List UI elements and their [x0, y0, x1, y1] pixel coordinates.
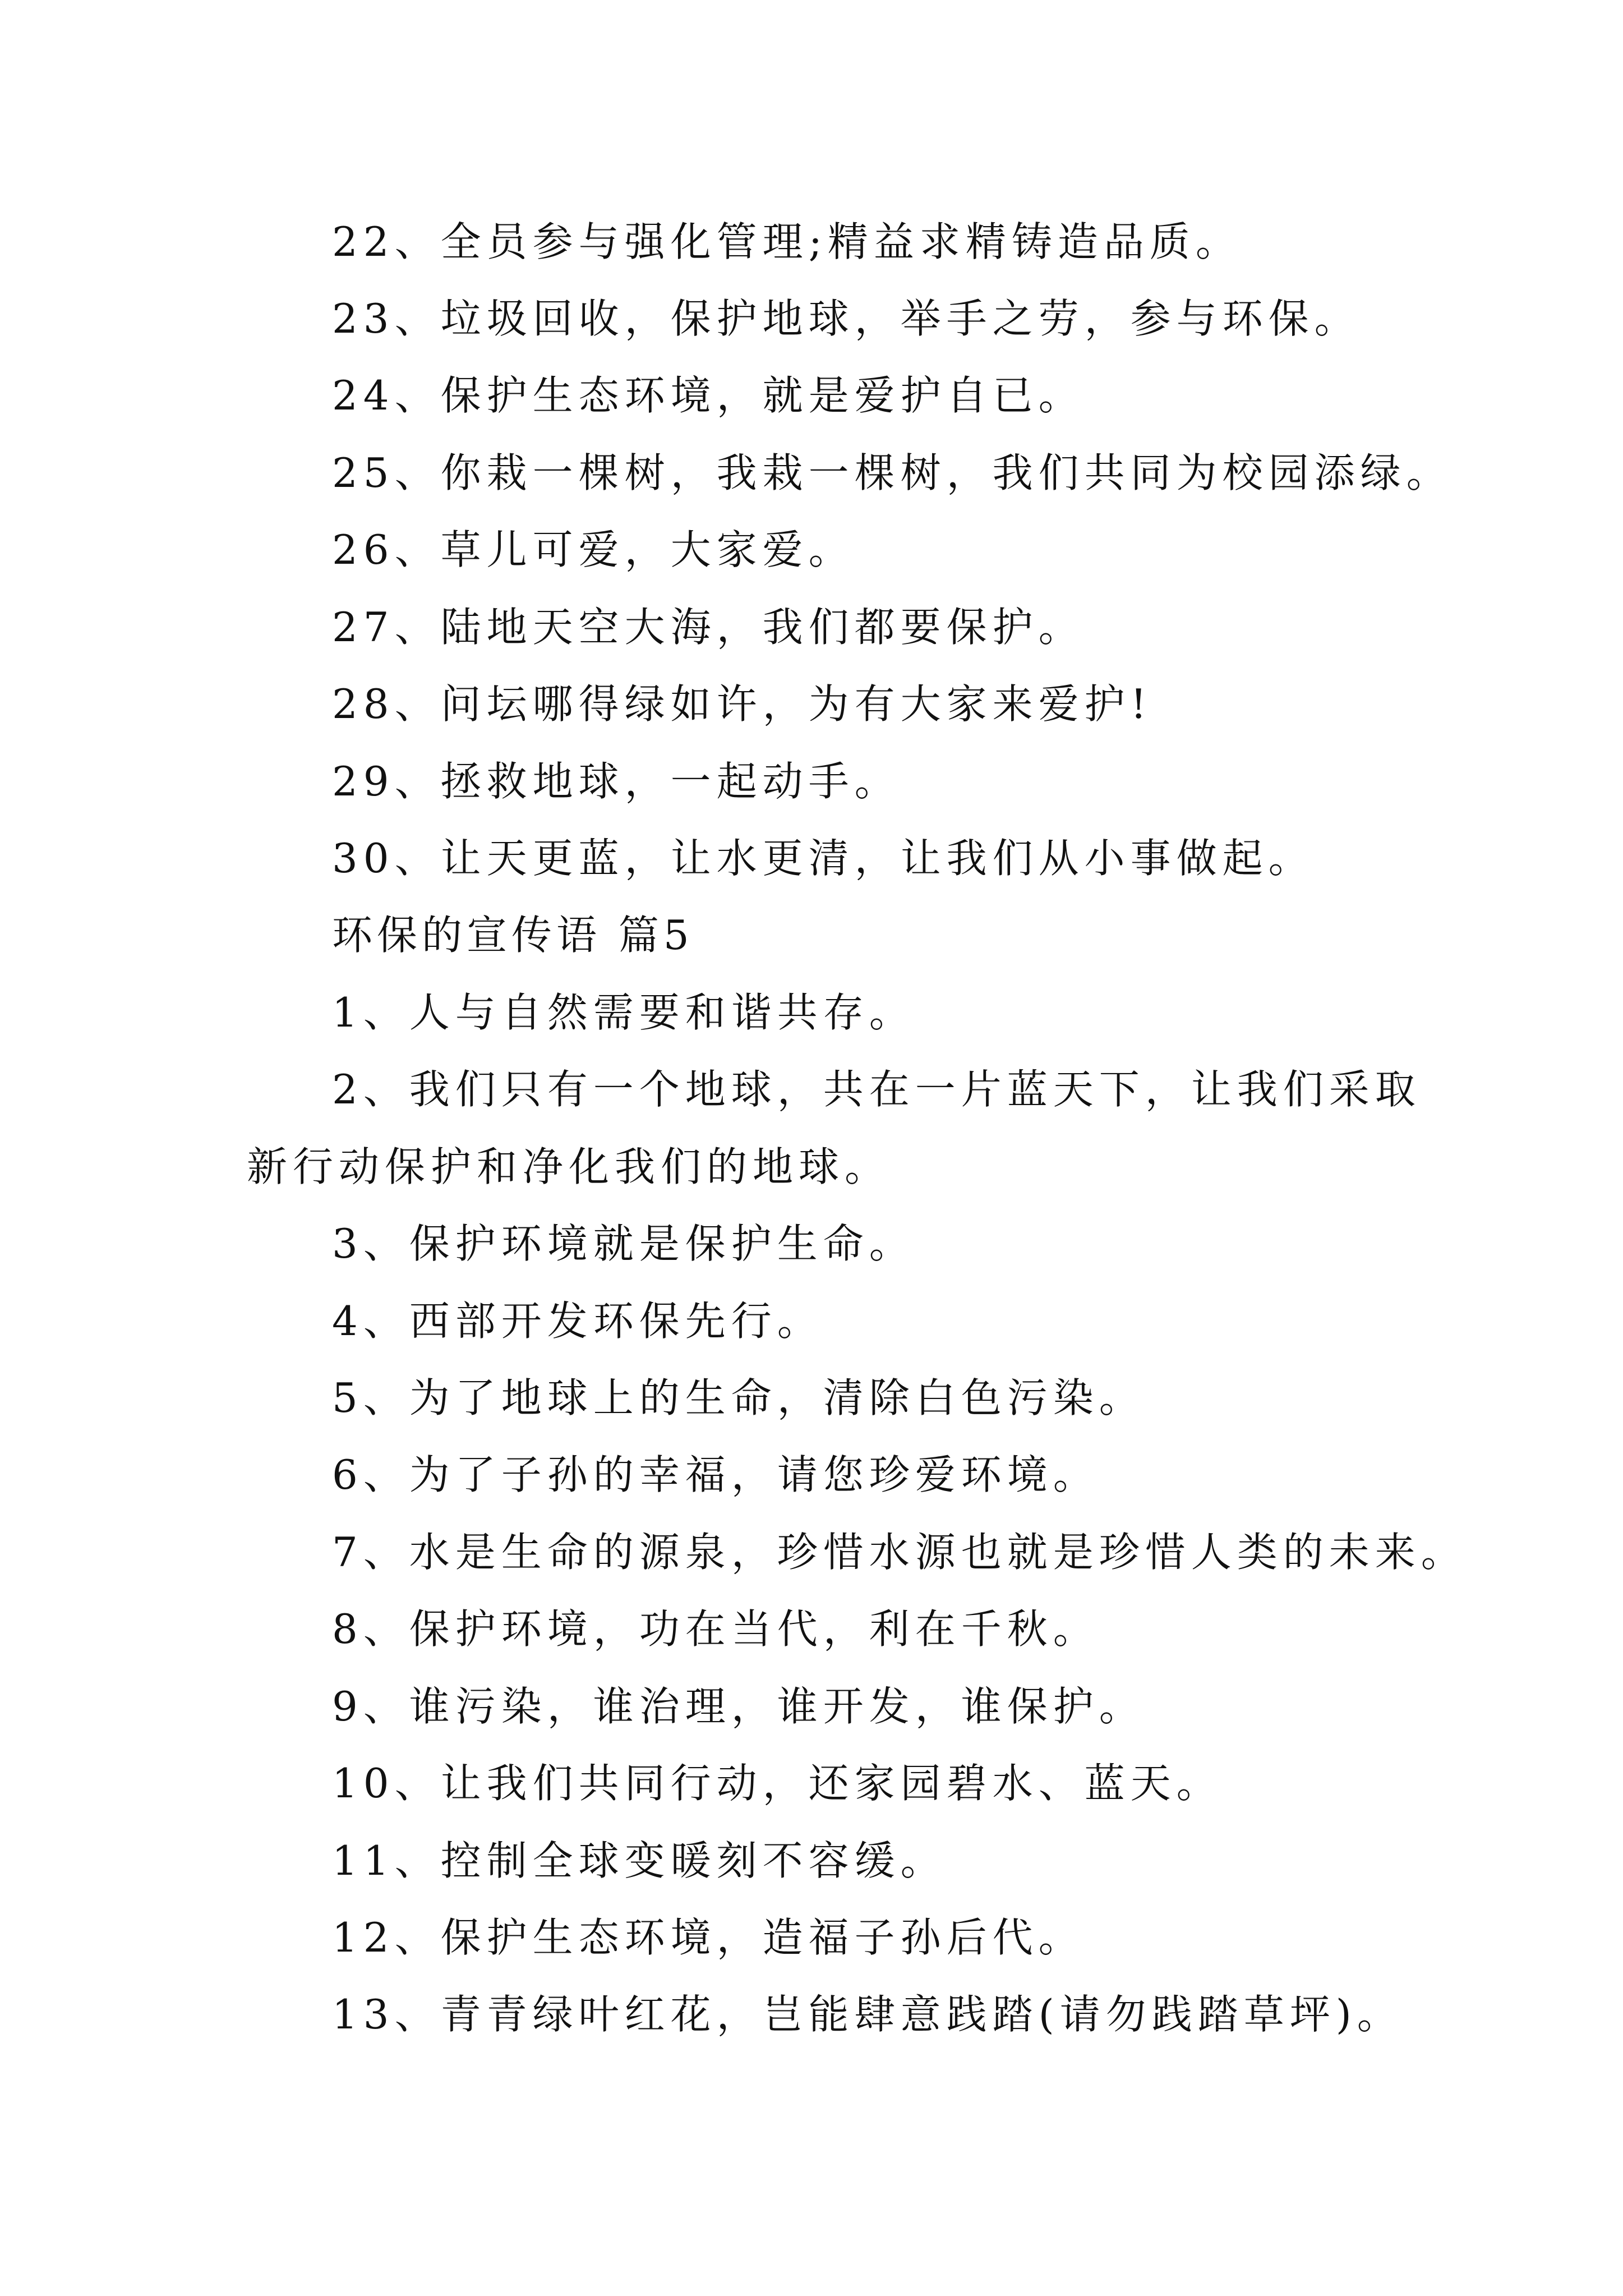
slogan-29: 29、拯救地球，一起动手。 — [332, 758, 901, 805]
slogan-13: 13、青青绿叶红花，岂能肆意践踏(请勿践踏草坪)。 — [332, 1991, 1403, 2038]
slogan-25: 25、你栽一棵树，我栽一棵树，我们共同为校园添绿。 — [332, 449, 1453, 496]
slogan-23: 23、垃圾回收，保护地球，举手之劳，参与环保。 — [332, 295, 1361, 342]
slogan-6: 6、为了子孙的幸福，请您珍爱环境。 — [332, 1451, 1099, 1498]
slogan-7: 7、水是生命的源泉，珍惜水源也就是珍惜人类的未来。 — [332, 1529, 1467, 1576]
slogan-4: 4、西部开发环保先行。 — [332, 1297, 823, 1345]
section-heading: 环保的宣传语 篇5 — [332, 912, 694, 959]
slogan-3: 3、保护环境就是保护生命。 — [332, 1220, 915, 1267]
slogan-10: 10、让我们共同行动，还家园碧水、蓝天。 — [332, 1760, 1223, 1807]
slogan-26: 26、草儿可爱，大家爱。 — [332, 526, 855, 573]
slogan-12: 12、保护生态环境，造福子孙后代。 — [332, 1914, 1085, 1961]
slogan-5: 5、为了地球上的生命，清除白色污染。 — [332, 1374, 1145, 1421]
slogan-8: 8、保护环境，功在当代，利在千秋。 — [332, 1605, 1099, 1653]
slogan-2-line-2: 新行动保护和净化我们的地球。 — [247, 1143, 891, 1190]
slogan-1: 1、人与自然需要和谐共存。 — [332, 989, 915, 1036]
slogan-30: 30、让天更蓝，让水更清，让我们从小事做起。 — [332, 835, 1315, 882]
slogan-22: 22、全员参与强化管理;精益求精铸造品质。 — [332, 218, 1242, 265]
slogan-28: 28、问坛哪得绿如许，为有大家来爱护! — [332, 680, 1152, 728]
slogan-27: 27、陆地天空大海，我们都要保护。 — [332, 604, 1085, 651]
slogan-11: 11、控制全球变暖刻不容缓。 — [332, 1837, 947, 1884]
slogan-2-line-1: 2、我们只有一个地球，共在一片蓝天下，让我们采取 — [332, 1066, 1421, 1113]
slogan-24: 24、保护生态环境，就是爱护自已。 — [332, 372, 1085, 419]
slogan-9: 9、谁污染，谁治理，谁开发，谁保护。 — [332, 1683, 1145, 1730]
